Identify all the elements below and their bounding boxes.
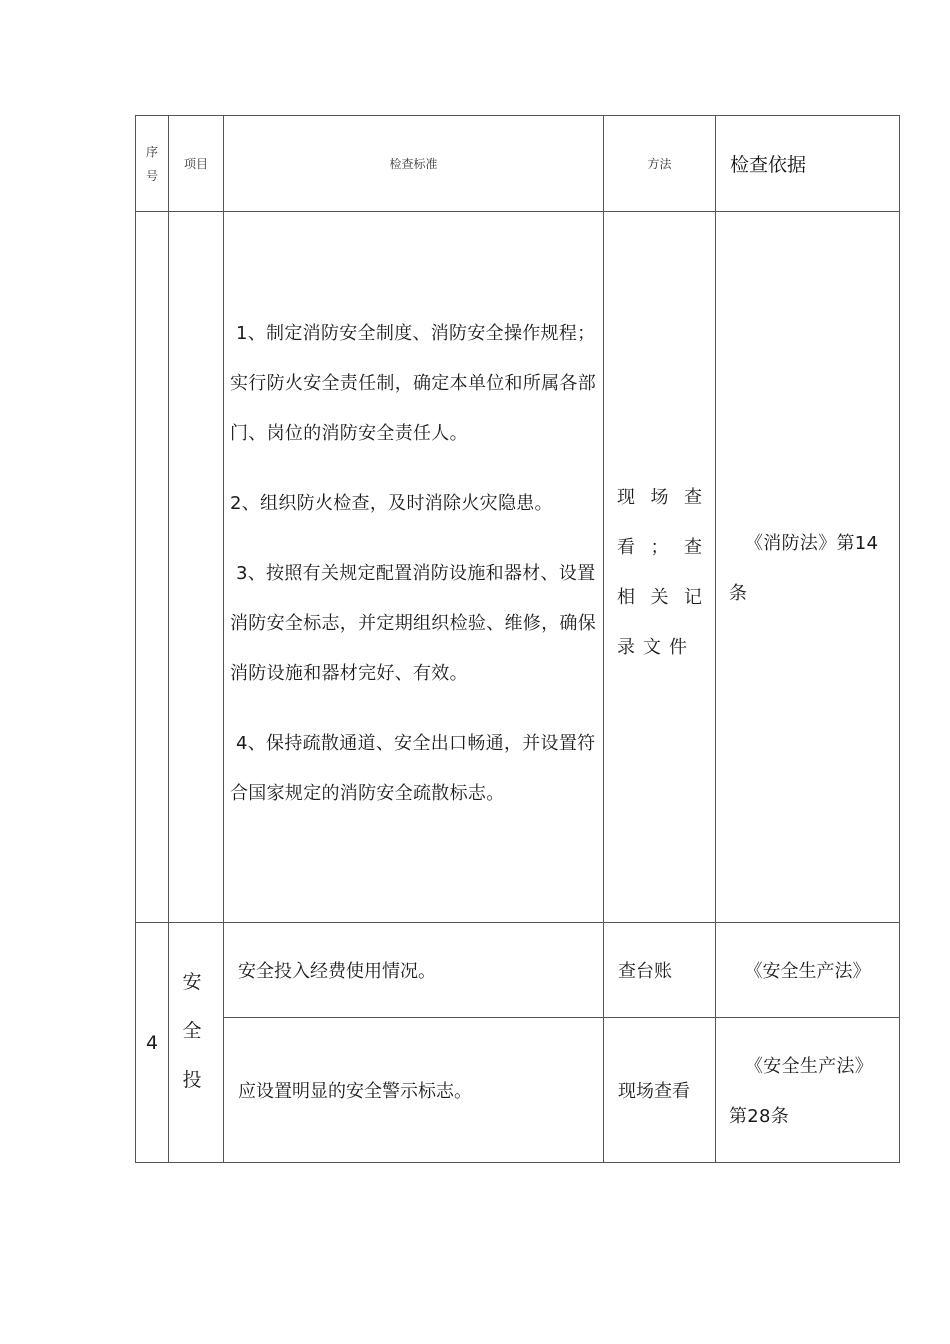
header-item-label: 项目 [183, 157, 208, 171]
grid-line [223, 116, 224, 1162]
inspection-table [135, 115, 900, 1163]
group4-row1-standard-cell [238, 923, 598, 1017]
group4-row1-basis: 《安全生产法》 [744, 961, 871, 982]
group4-seq-cell [136, 923, 168, 1162]
fire-standard-1: 1、制定消防安全制度、消防安全操作规程；实行防火安全责任制，确定本单位和所属各部门、岗位的消防安全责任人。 [230, 323, 596, 444]
grid-line [168, 116, 169, 1162]
header-standard [224, 116, 603, 211]
grid-line [136, 211, 899, 212]
group4-item-cell [181, 958, 203, 1105]
header-basis-label: 检查依据 [730, 154, 807, 176]
group4-row1-method: 查台账 [618, 961, 672, 982]
fire-basis: 《消防法》第14条 [729, 533, 879, 604]
header-method-label: 方法 [647, 157, 672, 171]
group4-row1-basis-cell [716, 923, 899, 1017]
fire-basis-cell [729, 519, 891, 619]
grid-line [603, 116, 604, 1162]
group4-row1-method-cell [618, 923, 713, 1017]
header-seq-label: 序号 [145, 144, 158, 183]
header-method [604, 116, 715, 211]
group4-item: 安全投 [182, 971, 202, 1091]
fire-standard-2: 2、组织防火检查，及时消除火灾隐患。 [230, 493, 553, 514]
group4-row2-standard: 应设置明显的安全警示标志。 [238, 1081, 472, 1102]
group4-row2-basis: 《安全生产法》第28条 [729, 1056, 874, 1127]
header-standard-label: 检查标准 [389, 157, 438, 171]
header-seq [145, 116, 159, 211]
fire-standard-4: 4、保持疏散通道、安全出口畅通，并设置符合国家规定的消防安全疏散标志。 [230, 733, 596, 804]
group4-row2-basis-cell [729, 1042, 891, 1142]
header-item [169, 116, 223, 211]
group4-seq: 4 [145, 1031, 159, 1054]
fire-method-cell [617, 473, 710, 673]
fire-standard-3: 3、按照有关规定配置消防设施和器材、设置消防安全标志，并定期组织检验、维修，确保消防设施和器材完好、有效。 [230, 563, 596, 684]
header-basis [730, 116, 898, 211]
group4-row2-method-cell [618, 1018, 713, 1162]
group4-row1-standard: 安全投入经费使用情况。 [238, 961, 436, 982]
fire-standards-cell [230, 309, 598, 819]
group4-row2-standard-cell [238, 1018, 598, 1162]
fire-method: 现场查看；查相关记录文件 [617, 487, 710, 658]
group4-row2-method: 现场查看 [618, 1081, 690, 1102]
